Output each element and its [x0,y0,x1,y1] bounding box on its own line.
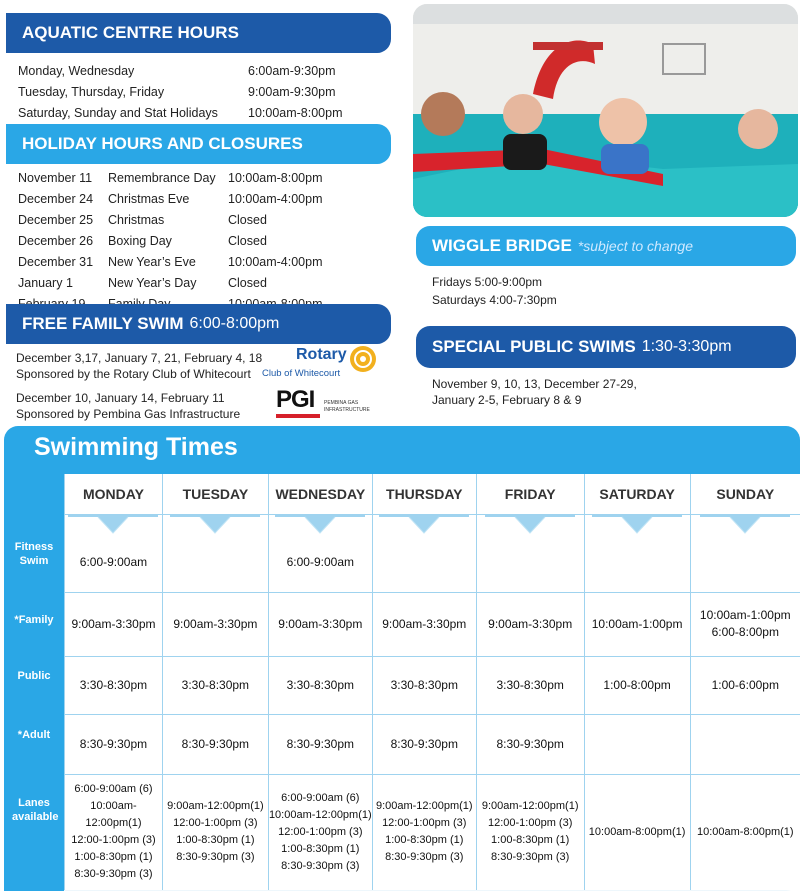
holiday-date: November 11 [18,171,93,185]
wiggle-bridge-note: *subject to change [577,238,693,254]
holiday-hours: 10:00am-4:00pm [228,255,323,269]
holiday-name: Christmas [108,213,165,227]
pgi-sub-1: PEMBINA GAS [324,400,359,406]
schedule-cell [476,592,584,656]
schedule-cell-text: 9:00am-3:30pm [173,616,258,631]
pool-family-photo [413,4,798,217]
aquatic-hours: 6:00am-9:30pm [248,64,336,78]
free-swim-time: 6:00-8:00pm [189,315,280,332]
day-header: THURSDAY [372,474,476,514]
schedule-cell [162,714,268,774]
holiday-row [18,274,323,293]
pgi-name: PGI [276,386,315,413]
free-swim-sponsor-1: Sponsored by the Rotary Club of Whitecourt [16,367,251,381]
schedule-cell-text: 8:30-9:30pm [286,736,354,751]
schedule-cell-text: 8:30-9:30pm [390,736,458,751]
holiday-name: Boxing Day [108,234,172,248]
wiggle-bridge-saturday: Saturdays 4:00-7:30pm [432,293,557,307]
holiday-row [18,190,323,209]
schedule-cell [584,592,690,656]
schedule-cell-text: 1:00-6:00pm [711,677,779,692]
header-chevron-icon [68,515,158,537]
aquatic-hours-header [6,13,391,53]
schedule-cell [268,656,372,714]
rotary-wheel-icon [348,344,378,374]
holiday-hours: Closed [228,234,267,248]
holiday-name: Christmas Eve [108,192,190,206]
holiday-name: New Year’s Eve [108,255,196,269]
holiday-hours-header [6,124,391,164]
schedule-cell-text: 10:00am-8:00pm(1) [696,825,794,838]
schedule-cell-text: 6:00-9:00am [286,554,354,569]
schedule-cell-text: 1:00-8:00pm [603,677,671,692]
schedule-cell [372,592,476,656]
schedule-cell [372,656,476,714]
aquatic-days: Monday, Wednesday [18,64,135,78]
schedule-cell [476,714,584,774]
special-swims-time: 1:30-3:30pm [641,338,732,355]
schedule-cell-text: 6:00-9:00am [79,554,148,569]
schedule-row-family [65,592,800,656]
schedule-cell-text: 3:30-8:30pm [79,677,148,692]
schedule-cell [372,774,476,890]
holiday-date: December 31 [18,255,94,269]
wiggle-bridge-header [416,226,796,266]
pgi-mark [276,386,320,418]
schedule-cell [584,656,690,714]
special-swims-dates-1: November 9, 10, 13, December 27-29, [432,377,637,391]
day-header-row [65,474,800,514]
schedule-cell [65,592,163,656]
header-chevron-icon [275,515,365,537]
schedule-cell-text: 9:00am-3:30pm [71,616,156,631]
schedule-cell [476,774,584,890]
schedule-cell [476,514,584,592]
schedule-cell [372,714,476,774]
header-chevron-icon [379,515,469,537]
holiday-hours: 10:00am-4:00pm [228,192,323,206]
aquatic-hours-title: AQUATIC CENTRE HOURS [22,23,239,42]
schedule-cell-text: 6:00-9:00am (6) 10:00am-12:00pm(1) 12:00-1:00pm (3) 1:00-8:30pm (1) 8:30-9:30pm (3) [268,791,372,872]
holiday-row [18,169,323,188]
schedule-row-lanes [65,774,800,890]
schedule-cell-text: 10:00am-1:00pm 6:00-8:00pm [699,608,791,639]
holiday-name: Remembrance Day [108,171,216,185]
schedule-cell-text: 9:00am-12:00pm(1) 12:00-1:00pm (3) 1:00-8:30pm (1) 8:30-9:30pm (3) [167,800,264,864]
header-chevron-icon [700,515,790,537]
day-header: FRIDAY [476,474,584,514]
schedule-cell-text: 9:00am-3:30pm [278,616,363,631]
schedule-cell [65,714,163,774]
row-label-fitness: Fitness Swim [14,541,54,567]
schedule-cell [584,714,690,774]
schedule-cell [584,514,690,592]
holiday-date: December 26 [18,234,94,248]
schedule-cell [65,656,163,714]
schedule-cell [690,656,800,714]
header-chevron-icon [170,515,260,537]
wiggle-bridge-friday: Fridays 5:00-9:00pm [432,275,543,289]
day-header: MONDAY [65,474,163,514]
schedule-cell [690,774,800,890]
free-swim-header [6,304,391,344]
aquatic-hours: 10:00am-8:00pm [248,106,343,120]
schedule-cell [476,656,584,714]
pgi-logo [276,386,376,422]
rotary-name: Rotary [296,346,347,363]
schedule-cell [162,514,268,592]
schedule-cell-text: 8:30-9:30pm [181,736,250,751]
schedule-cell [268,714,372,774]
schedule-cell [690,592,800,656]
schedule-row-fitness [65,514,800,592]
schedule-cell [162,592,268,656]
schedule-cell-text: 3:30-8:30pm [181,677,250,692]
aquatic-hours-table [16,60,345,125]
schedule-cell [268,514,372,592]
schedule-cell [268,774,372,890]
schedule-cell-text: 10:00am-8:00pm(1) [588,825,686,838]
schedule-cell-text: 9:00am-12:00pm(1) 12:00-1:00pm (3) 1:00-8:30pm (1) 8:30-9:30pm (3) [481,800,579,864]
day-header: SUNDAY [690,474,800,514]
row-label-adult: *Adult [17,729,51,741]
pgi-sub-2: INFRASTRUCTURE [324,407,370,413]
free-swim-dates-2: December 10, January 14, February 11 [16,391,225,405]
holiday-date: December 25 [18,213,94,227]
holiday-row [18,232,323,251]
free-swim-sponsor-2: Sponsored by Pembina Gas Infrastructure [16,407,241,421]
schedule-cell-text: 3:30-8:30pm [286,677,354,692]
schedule-cell [65,514,163,592]
row-label-family: *Family [14,614,54,626]
schedule-cell [372,514,476,592]
rotary-logo [262,346,382,382]
header-chevron-icon [485,515,575,537]
schedule-cell [690,514,800,592]
aquatic-days: Tuesday, Thursday, Friday [18,85,165,99]
aquatic-row [18,104,343,123]
header-chevron-icon [592,515,682,537]
schedule-cell-text: 6:00-9:00am (6) 10:00am-12:00pm(1) 12:00-1:00pm (3) 1:00-8:30pm (1) 8:30-9:30pm (3) [71,783,156,881]
schedule-cell [690,714,800,774]
holiday-hours: 10:00am-8:00pm [228,171,323,185]
day-header: TUESDAY [162,474,268,514]
schedule-grid [64,474,800,890]
pool-photo-illustration [413,4,798,217]
holiday-hours-title: HOLIDAY HOURS AND CLOSURES [22,134,303,153]
holiday-date: December 24 [18,192,94,206]
schedule-cell [65,774,163,890]
special-swims-title: SPECIAL PUBLIC SWIMS [432,337,636,356]
holiday-hours: Closed [228,213,267,227]
schedule-row-adult [65,714,800,774]
day-header: SATURDAY [584,474,690,514]
row-label-lanes: Lanes available [12,797,59,823]
schedule-cell-text: 9:00am-12:00pm(1) 12:00-1:00pm (3) 1:00-8:30pm (1) 8:30-9:30pm (3) [375,800,473,864]
free-swim-dates-1: December 3,17, January 7, 21, February 4, 18 [16,351,263,365]
schedule-cell-text: 9:00am-3:30pm [488,616,573,631]
schedule-cell-text: 3:30-8:30pm [390,677,458,692]
holiday-row [18,253,323,272]
holiday-date: January 1 [18,276,73,290]
schedule-cell-text: 10:00am-1:00pm [591,616,683,631]
schedule-row-public [65,656,800,714]
wiggle-bridge-title: WIGGLE BRIDGE [432,236,572,255]
holiday-name: New Year’s Day [108,276,197,290]
holiday-hours-table [16,167,325,316]
schedule-title: Swimming Times [34,433,238,461]
special-swims-header [416,326,796,368]
aquatic-row [18,83,343,102]
schedule-cell-text: 3:30-8:30pm [496,677,564,692]
schedule-cell [584,774,690,890]
special-swims-dates-2: January 2-5, February 8 & 9 [432,393,582,407]
schedule-cell [268,592,372,656]
aquatic-days: Saturday, Sunday and Stat Holidays [18,106,218,120]
day-header: WEDNESDAY [268,474,372,514]
aquatic-hours: 9:00am-9:30pm [248,85,336,99]
aquatic-row [18,62,343,81]
rotary-sub: Club of Whitecourt [262,368,341,379]
holiday-row [18,211,323,230]
schedule-cell [162,656,268,714]
schedule-cell-text: 9:00am-3:30pm [382,616,467,631]
holiday-hours: Closed [228,276,267,290]
schedule-cell-text: 8:30-9:30pm [79,736,148,751]
schedule-cell [162,774,268,890]
free-swim-title: FREE FAMILY SWIM [22,314,184,333]
row-label-public: Public [17,670,51,682]
schedule-cell-text: 8:30-9:30pm [496,736,564,751]
